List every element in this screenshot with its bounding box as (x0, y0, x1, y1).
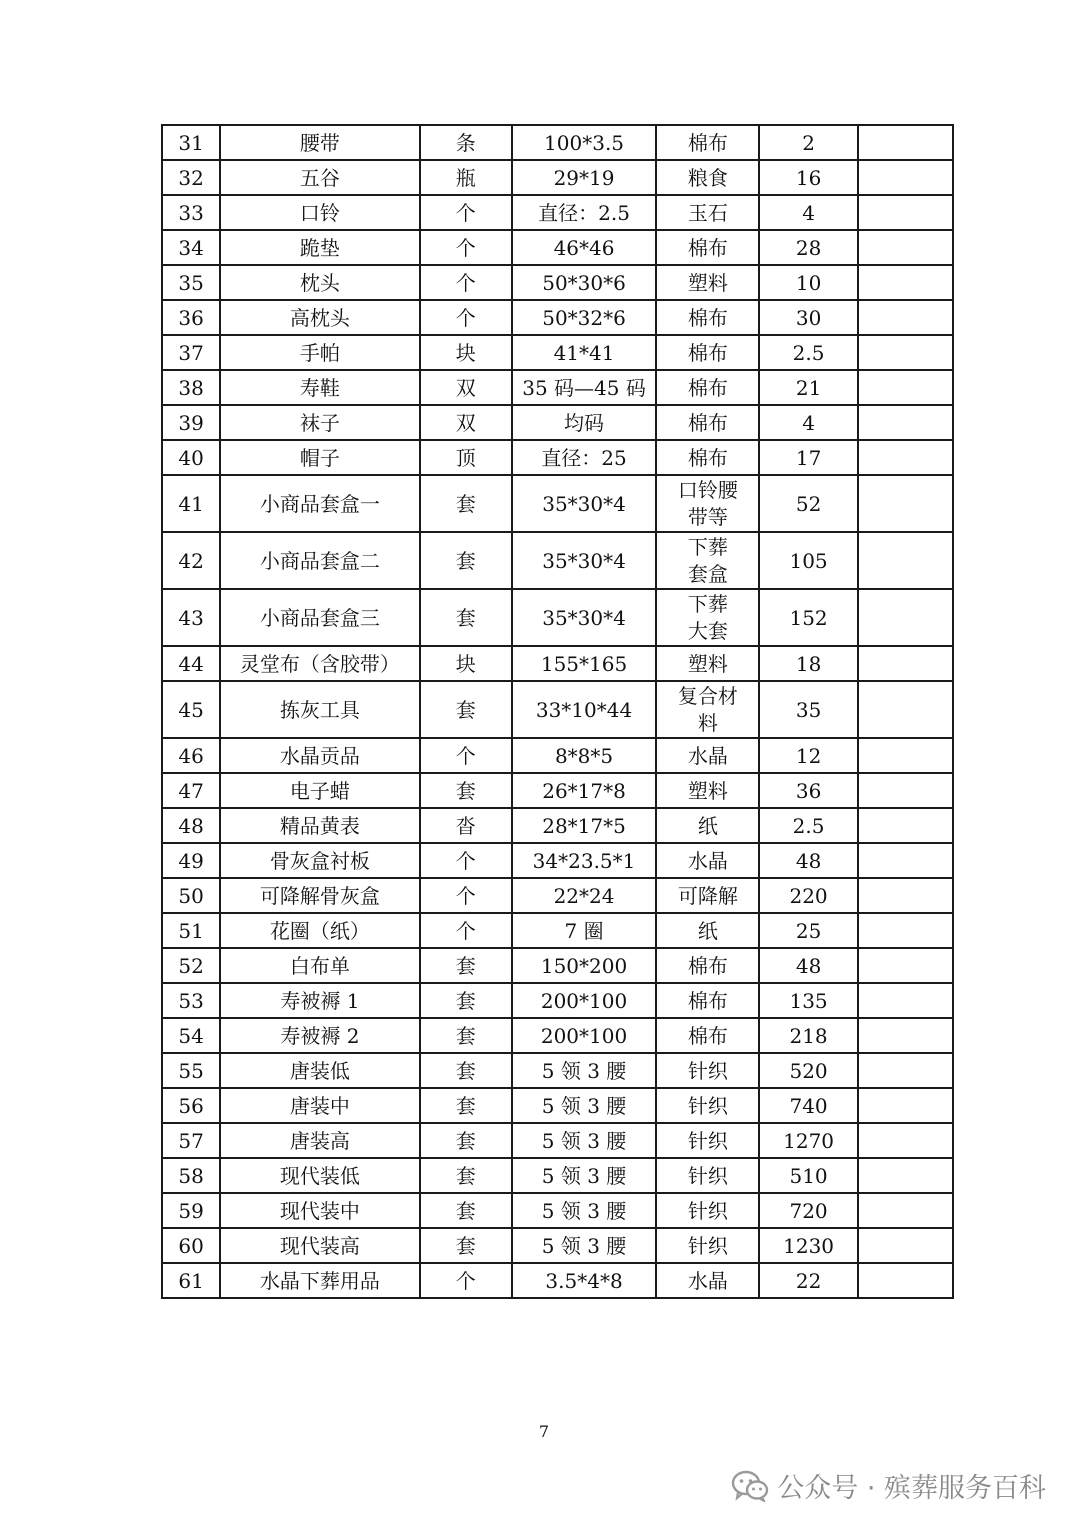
cell-note (858, 160, 953, 195)
cell-unit: 个 (420, 195, 512, 230)
cell-note (858, 948, 953, 983)
cell-unit: 个 (420, 300, 512, 335)
cell-note (858, 738, 953, 773)
cell-name: 寿被褥 2 (220, 1018, 420, 1053)
cell-material: 针织 (656, 1088, 759, 1123)
cell-spec: 100*3.5 (512, 125, 656, 160)
cell-note (858, 230, 953, 265)
table-row (162, 195, 953, 230)
cell-unit: 套 (420, 532, 512, 589)
cell-note (858, 773, 953, 808)
cell-material: 水晶 (656, 843, 759, 878)
cell-number: 39 (162, 405, 220, 440)
table-row (162, 843, 953, 878)
table-row (162, 160, 953, 195)
cell-material: 针织 (656, 1228, 759, 1263)
cell-unit: 个 (420, 843, 512, 878)
cell-material: 棉布 (656, 983, 759, 1018)
table-row (162, 1228, 953, 1263)
cell-name: 现代装高 (220, 1228, 420, 1263)
cell-number: 54 (162, 1018, 220, 1053)
cell-note (858, 1053, 953, 1088)
cell-note (858, 265, 953, 300)
cell-number: 38 (162, 370, 220, 405)
cell-number: 51 (162, 913, 220, 948)
cell-name: 电子蜡 (220, 773, 420, 808)
cell-unit: 顶 (420, 440, 512, 475)
cell-spec: 200*100 (512, 983, 656, 1018)
cell-name: 口铃 (220, 195, 420, 230)
cell-price: 1230 (759, 1228, 857, 1263)
cell-spec: 22*24 (512, 878, 656, 913)
footer-watermark (731, 1466, 1046, 1505)
cell-price: 30 (759, 300, 857, 335)
cell-price: 48 (759, 948, 857, 983)
table-row (162, 1088, 953, 1123)
cell-price: 510 (759, 1158, 857, 1193)
cell-note (858, 475, 953, 532)
footer-text: 公众号 · 殡葬服务百科 (777, 1473, 1046, 1504)
cell-number: 48 (162, 808, 220, 843)
cell-price: 21 (759, 370, 857, 405)
cell-unit: 个 (420, 878, 512, 913)
cell-price: 2.5 (759, 808, 857, 843)
cell-spec: 5 领 3 腰 (512, 1193, 656, 1228)
cell-price: 152 (759, 589, 857, 646)
cell-spec: 35*30*4 (512, 532, 656, 589)
cell-unit: 瓶 (420, 160, 512, 195)
cell-name: 精品黄表 (220, 808, 420, 843)
cell-number: 37 (162, 335, 220, 370)
page-number: 7 (538, 1422, 550, 1441)
table-row (162, 681, 953, 738)
cell-spec: 46*46 (512, 230, 656, 265)
cell-unit: 条 (420, 125, 512, 160)
cell-note (858, 589, 953, 646)
cell-unit: 双 (420, 405, 512, 440)
cell-material: 塑料 (656, 265, 759, 300)
wechat-icon (731, 1470, 769, 1502)
cell-number: 50 (162, 878, 220, 913)
cell-number: 52 (162, 948, 220, 983)
cell-name: 高枕头 (220, 300, 420, 335)
cell-material: 纸 (656, 913, 759, 948)
cell-unit: 套 (420, 1123, 512, 1158)
cell-unit: 套 (420, 1228, 512, 1263)
table-row (162, 948, 953, 983)
cell-number: 60 (162, 1228, 220, 1263)
table-row (162, 1158, 953, 1193)
cell-number: 53 (162, 983, 220, 1018)
cell-price: 48 (759, 843, 857, 878)
cell-name: 花圈（纸） (220, 913, 420, 948)
cell-name: 现代装低 (220, 1158, 420, 1193)
cell-name: 帽子 (220, 440, 420, 475)
cell-unit: 套 (420, 1088, 512, 1123)
cell-material: 棉布 (656, 1018, 759, 1053)
cell-number: 35 (162, 265, 220, 300)
table-row (162, 1263, 953, 1298)
cell-material: 可降解 (656, 878, 759, 913)
cell-note (858, 1263, 953, 1298)
cell-number: 61 (162, 1263, 220, 1298)
table-row (162, 300, 953, 335)
table-row (162, 878, 953, 913)
cell-material: 针织 (656, 1158, 759, 1193)
cell-price: 17 (759, 440, 857, 475)
cell-material: 复合材 料 (656, 681, 759, 738)
table-row (162, 265, 953, 300)
table-row (162, 773, 953, 808)
cell-spec: 8*8*5 (512, 738, 656, 773)
cell-price: 10 (759, 265, 857, 300)
cell-note (858, 808, 953, 843)
cell-spec: 35*30*4 (512, 475, 656, 532)
cell-name: 寿鞋 (220, 370, 420, 405)
cell-number: 41 (162, 475, 220, 532)
cell-unit: 套 (420, 475, 512, 532)
cell-material: 棉布 (656, 335, 759, 370)
table-row (162, 370, 953, 405)
cell-spec: 5 领 3 腰 (512, 1158, 656, 1193)
cell-name: 袜子 (220, 405, 420, 440)
cell-number: 59 (162, 1193, 220, 1228)
cell-price: 1270 (759, 1123, 857, 1158)
table-row (162, 1193, 953, 1228)
cell-spec: 50*30*6 (512, 265, 656, 300)
cell-price: 220 (759, 878, 857, 913)
cell-spec: 155*165 (512, 646, 656, 681)
cell-name: 唐装低 (220, 1053, 420, 1088)
table-row (162, 335, 953, 370)
cell-spec: 5 领 3 腰 (512, 1228, 656, 1263)
cell-spec: 5 领 3 腰 (512, 1088, 656, 1123)
cell-name: 水晶贡品 (220, 738, 420, 773)
cell-number: 57 (162, 1123, 220, 1158)
cell-material: 水晶 (656, 1263, 759, 1298)
cell-price: 2 (759, 125, 857, 160)
cell-spec: 28*17*5 (512, 808, 656, 843)
cell-unit: 套 (420, 948, 512, 983)
table-row (162, 405, 953, 440)
cell-material: 塑料 (656, 773, 759, 808)
cell-material: 口铃腰 带等 (656, 475, 759, 532)
cell-material: 下葬 套盒 (656, 532, 759, 589)
cell-note (858, 440, 953, 475)
cell-spec: 5 领 3 腰 (512, 1123, 656, 1158)
table-row (162, 1053, 953, 1088)
cell-material: 粮食 (656, 160, 759, 195)
cell-spec: 26*17*8 (512, 773, 656, 808)
cell-name: 枕头 (220, 265, 420, 300)
cell-note (858, 195, 953, 230)
cell-unit: 块 (420, 335, 512, 370)
cell-number: 58 (162, 1158, 220, 1193)
cell-price: 2.5 (759, 335, 857, 370)
cell-name: 寿被褥 1 (220, 983, 420, 1018)
table-row (162, 125, 953, 160)
cell-unit: 套 (420, 681, 512, 738)
cell-spec: 200*100 (512, 1018, 656, 1053)
table-row (162, 808, 953, 843)
cell-note (858, 532, 953, 589)
cell-name: 可降解骨灰盒 (220, 878, 420, 913)
cell-spec: 直径：25 (512, 440, 656, 475)
cell-material: 棉布 (656, 300, 759, 335)
cell-material: 塑料 (656, 646, 759, 681)
cell-spec: 29*19 (512, 160, 656, 195)
cell-unit: 块 (420, 646, 512, 681)
cell-spec: 3.5*4*8 (512, 1263, 656, 1298)
cell-price: 740 (759, 1088, 857, 1123)
cell-number: 45 (162, 681, 220, 738)
cell-name: 唐装高 (220, 1123, 420, 1158)
cell-spec: 7 圈 (512, 913, 656, 948)
cell-unit: 个 (420, 913, 512, 948)
cell-number: 44 (162, 646, 220, 681)
cell-price: 105 (759, 532, 857, 589)
cell-number: 47 (162, 773, 220, 808)
cell-note (858, 1088, 953, 1123)
cell-name: 唐装中 (220, 1088, 420, 1123)
cell-material: 下葬 大套 (656, 589, 759, 646)
cell-number: 32 (162, 160, 220, 195)
cell-unit: 个 (420, 230, 512, 265)
cell-name: 拣灰工具 (220, 681, 420, 738)
cell-unit: 双 (420, 370, 512, 405)
cell-note (858, 125, 953, 160)
cell-spec: 35 码—45 码 (512, 370, 656, 405)
cell-spec: 33*10*44 (512, 681, 656, 738)
cell-number: 33 (162, 195, 220, 230)
cell-number: 36 (162, 300, 220, 335)
table-row (162, 440, 953, 475)
cell-unit: 个 (420, 265, 512, 300)
cell-number: 31 (162, 125, 220, 160)
cell-number: 56 (162, 1088, 220, 1123)
cell-material: 针织 (656, 1053, 759, 1088)
cell-name: 灵堂布（含胶带） (220, 646, 420, 681)
cell-number: 40 (162, 440, 220, 475)
cell-price: 25 (759, 913, 857, 948)
cell-note (858, 681, 953, 738)
cell-number: 55 (162, 1053, 220, 1088)
cell-price: 4 (759, 195, 857, 230)
cell-material: 水晶 (656, 738, 759, 773)
cell-note (858, 370, 953, 405)
price-table-body (162, 125, 953, 1298)
cell-material: 针织 (656, 1123, 759, 1158)
cell-unit: 套 (420, 1018, 512, 1053)
cell-price: 36 (759, 773, 857, 808)
cell-note (858, 878, 953, 913)
cell-unit: 套 (420, 589, 512, 646)
cell-material: 棉布 (656, 125, 759, 160)
cell-material: 棉布 (656, 440, 759, 475)
cell-name: 小商品套盒三 (220, 589, 420, 646)
cell-material: 纸 (656, 808, 759, 843)
cell-unit: 沓 (420, 808, 512, 843)
cell-price: 520 (759, 1053, 857, 1088)
price-table (161, 124, 954, 1299)
table-row (162, 230, 953, 265)
cell-unit: 套 (420, 983, 512, 1018)
cell-note (858, 335, 953, 370)
cell-unit: 套 (420, 773, 512, 808)
table-row (162, 913, 953, 948)
cell-note (858, 1158, 953, 1193)
table-row (162, 738, 953, 773)
cell-spec: 直径：2.5 (512, 195, 656, 230)
cell-note (858, 300, 953, 335)
cell-name: 腰带 (220, 125, 420, 160)
cell-material: 针织 (656, 1193, 759, 1228)
cell-material: 棉布 (656, 405, 759, 440)
cell-spec: 150*200 (512, 948, 656, 983)
cell-note (858, 913, 953, 948)
cell-number: 46 (162, 738, 220, 773)
cell-number: 34 (162, 230, 220, 265)
cell-note (858, 843, 953, 878)
cell-name: 手帕 (220, 335, 420, 370)
cell-price: 4 (759, 405, 857, 440)
cell-unit: 个 (420, 1263, 512, 1298)
cell-unit: 个 (420, 738, 512, 773)
cell-name: 骨灰盒衬板 (220, 843, 420, 878)
cell-name: 小商品套盒二 (220, 532, 420, 589)
cell-note (858, 1228, 953, 1263)
cell-name: 现代装中 (220, 1193, 420, 1228)
cell-name: 水晶下葬用品 (220, 1263, 420, 1298)
cell-note (858, 405, 953, 440)
table-row (162, 1018, 953, 1053)
cell-price: 12 (759, 738, 857, 773)
cell-spec: 均码 (512, 405, 656, 440)
cell-note (858, 983, 953, 1018)
cell-price: 52 (759, 475, 857, 532)
table-row (162, 1123, 953, 1158)
table-row (162, 532, 953, 589)
cell-price: 135 (759, 983, 857, 1018)
cell-material: 玉石 (656, 195, 759, 230)
cell-name: 跪垫 (220, 230, 420, 265)
cell-material: 棉布 (656, 370, 759, 405)
cell-price: 18 (759, 646, 857, 681)
cell-price: 22 (759, 1263, 857, 1298)
cell-name: 小商品套盒一 (220, 475, 420, 532)
cell-note (858, 1123, 953, 1158)
cell-name: 白布单 (220, 948, 420, 983)
table-row (162, 646, 953, 681)
cell-spec: 35*30*4 (512, 589, 656, 646)
cell-price: 16 (759, 160, 857, 195)
cell-price: 28 (759, 230, 857, 265)
cell-number: 42 (162, 532, 220, 589)
cell-number: 43 (162, 589, 220, 646)
cell-unit: 套 (420, 1053, 512, 1088)
cell-number: 49 (162, 843, 220, 878)
cell-note (858, 1193, 953, 1228)
table-row (162, 983, 953, 1018)
cell-spec: 41*41 (512, 335, 656, 370)
cell-spec: 5 领 3 腰 (512, 1053, 656, 1088)
cell-material: 棉布 (656, 948, 759, 983)
cell-price: 218 (759, 1018, 857, 1053)
cell-price: 35 (759, 681, 857, 738)
table-row (162, 475, 953, 532)
table-row (162, 589, 953, 646)
cell-note (858, 646, 953, 681)
cell-note (858, 1018, 953, 1053)
cell-spec: 50*32*6 (512, 300, 656, 335)
cell-material: 棉布 (656, 230, 759, 265)
cell-unit: 套 (420, 1193, 512, 1228)
cell-price: 720 (759, 1193, 857, 1228)
cell-spec: 34*23.5*1 (512, 843, 656, 878)
cell-unit: 套 (420, 1158, 512, 1193)
cell-name: 五谷 (220, 160, 420, 195)
